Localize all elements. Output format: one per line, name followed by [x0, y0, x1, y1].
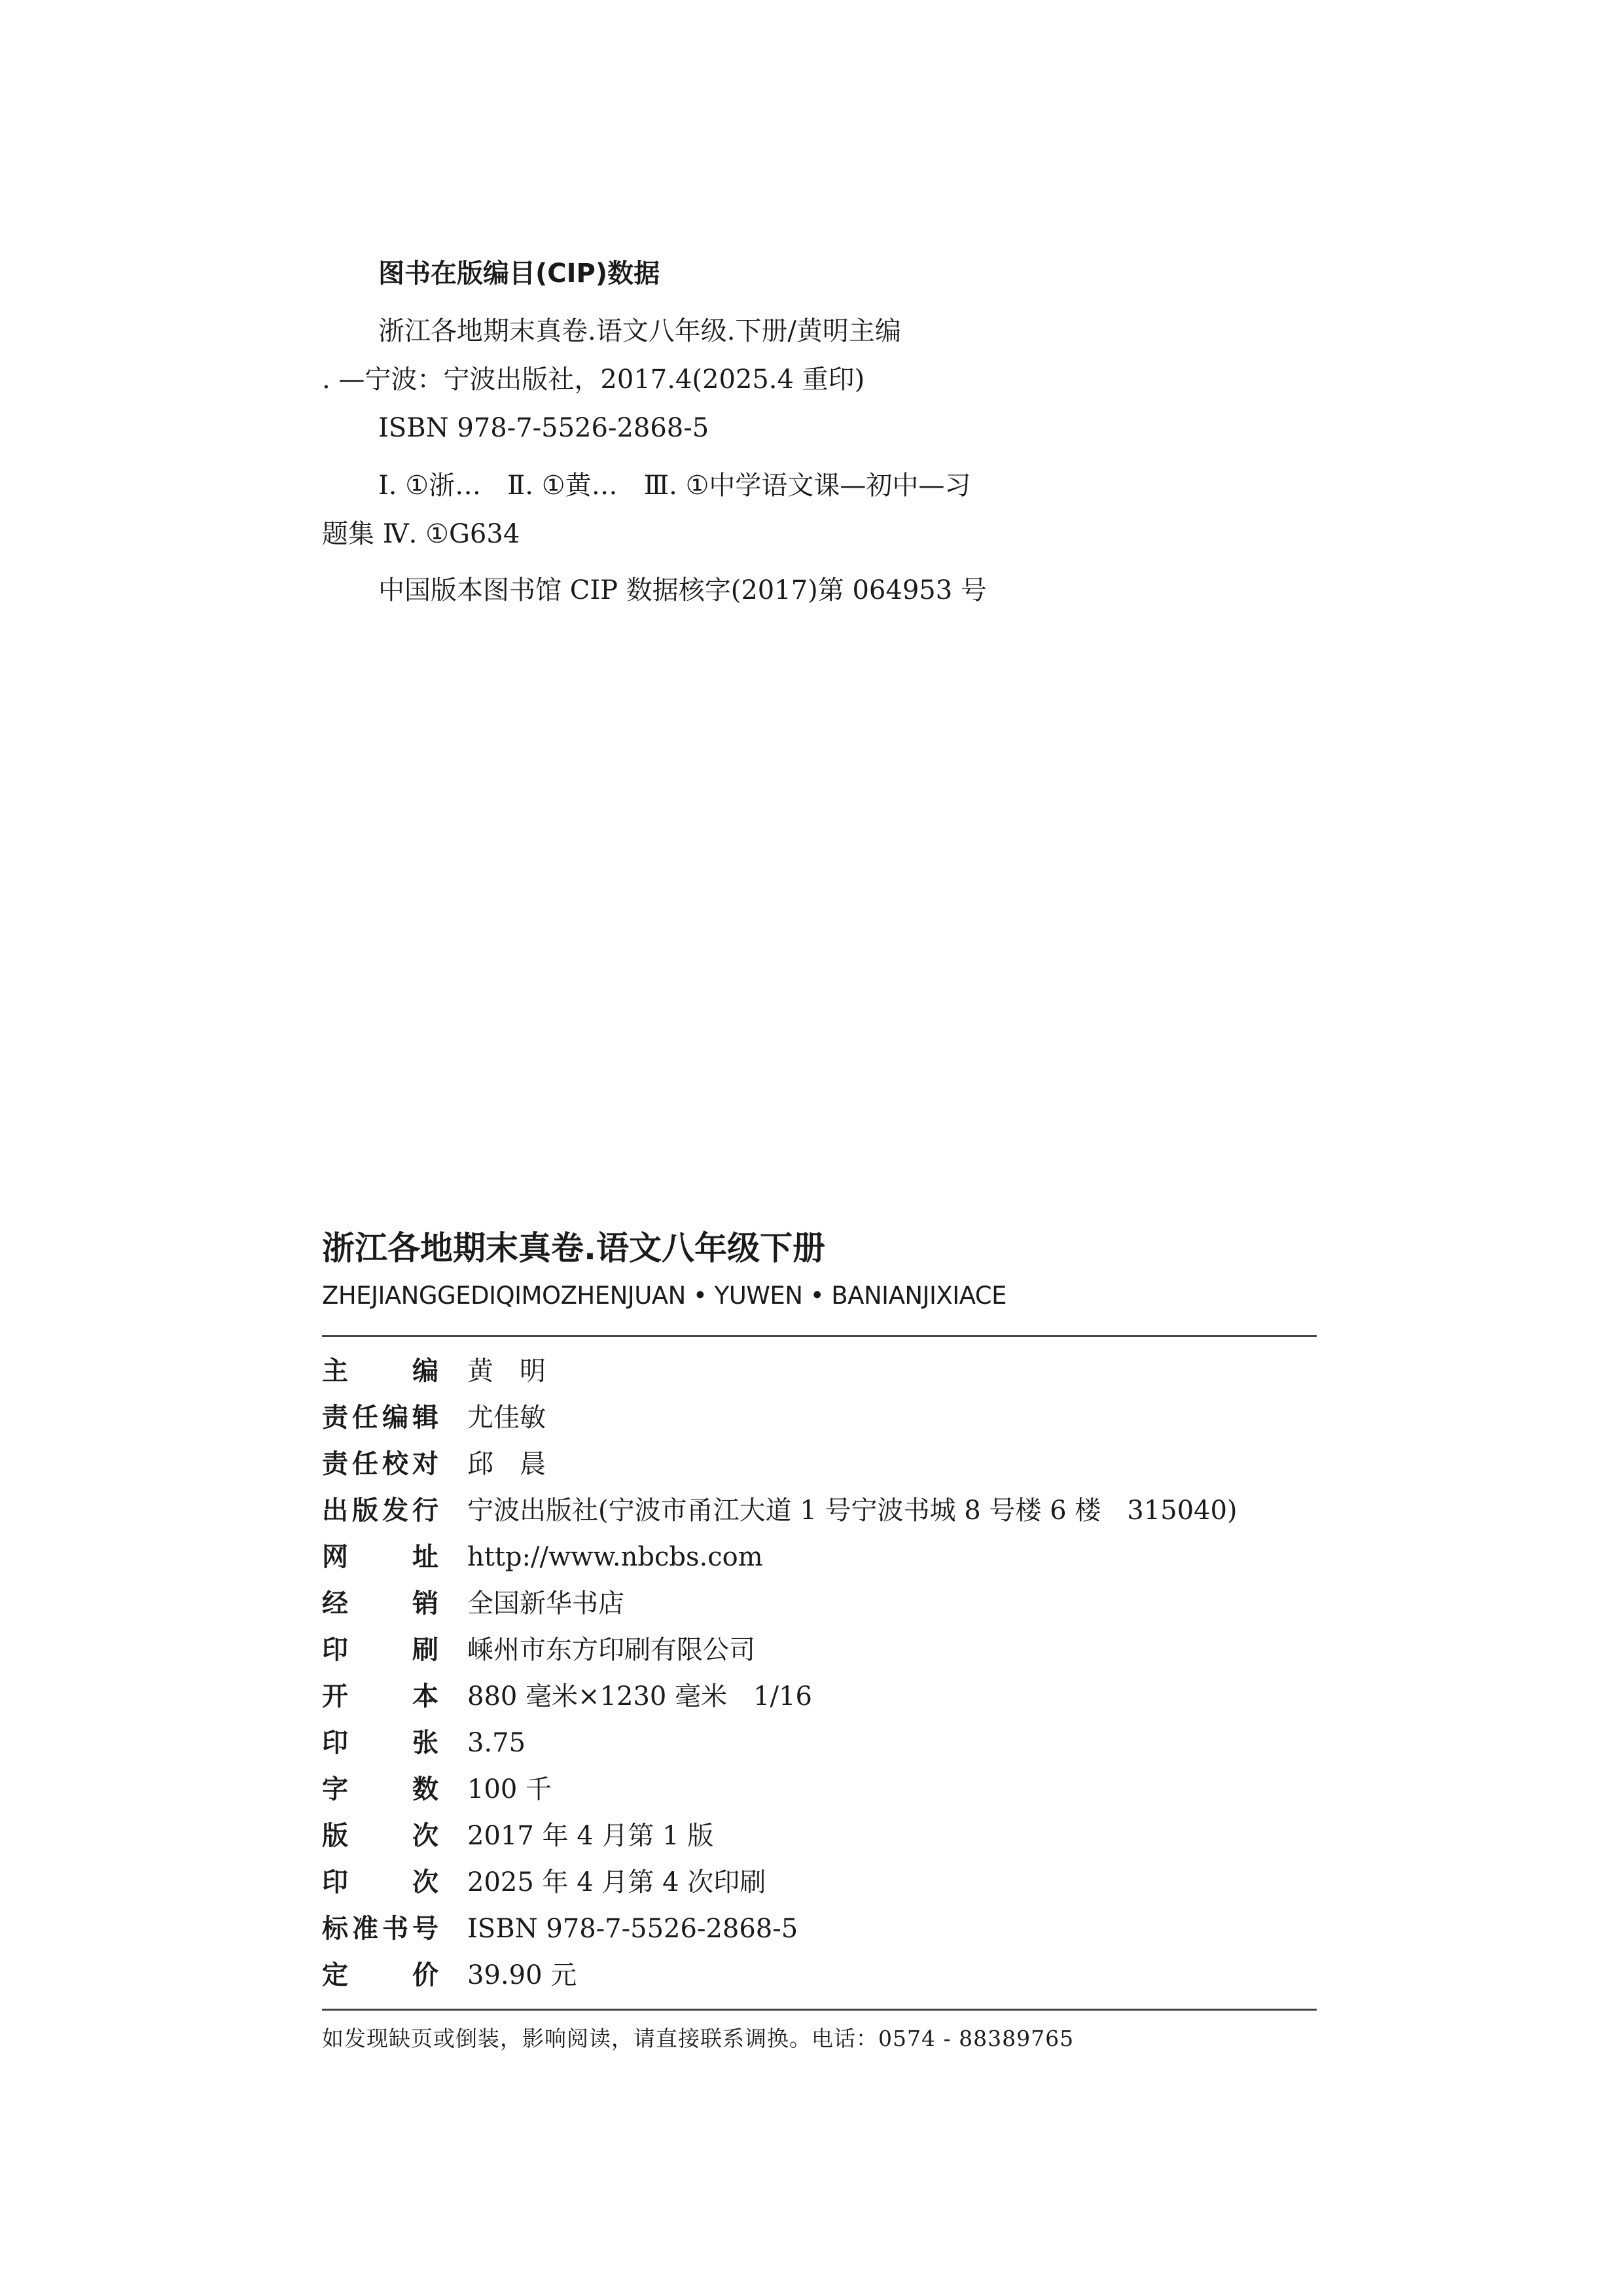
- info-label: 标准书号: [322, 1914, 438, 1944]
- info-value: 全国新华书店: [467, 1588, 624, 1619]
- info-label: 印张: [322, 1728, 438, 1758]
- info-label: 印刷: [322, 1635, 438, 1665]
- info-label: 开本: [322, 1681, 438, 1712]
- bottom-divider: [322, 2009, 1317, 2011]
- info-value: http://www.nbcbs.com: [467, 1542, 763, 1572]
- info-label: 经销: [322, 1588, 438, 1619]
- info-label: 网址: [322, 1542, 438, 1572]
- book-title: 浙江各地期末真卷.语文八年级下册: [322, 1229, 825, 1267]
- info-label: 定价: [322, 1960, 438, 1990]
- info-value: ISBN 978-7-5526-2868-5: [467, 1914, 798, 1944]
- info-value: 嵊州市东方印刷有限公司: [467, 1635, 755, 1665]
- cip-line-classification-cont: 题集 Ⅳ. ①G634: [322, 519, 520, 549]
- info-value: 宁波出版社(宁波市甬江大道 1 号宁波书城 8 号楼 6 楼 315040): [467, 1496, 1238, 1526]
- info-label: 责任编辑: [322, 1403, 438, 1433]
- info-value: 3.75: [467, 1728, 526, 1758]
- cip-heading: 图书在版编目(CIP)数据: [378, 259, 660, 289]
- info-value: 2025 年 4 月第 4 次印刷: [467, 1867, 766, 1897]
- cip-line-title: 浙江各地期末真卷.语文八年级.下册/黄明主编: [378, 316, 901, 346]
- info-value: 黄 明: [467, 1356, 546, 1386]
- cip-line-isbn: ISBN 978-7-5526-2868-5: [378, 413, 709, 443]
- info-value: 2017 年 4 月第 1 版: [467, 1821, 714, 1851]
- info-value: 880 毫米×1230 毫米 1/16: [467, 1681, 812, 1712]
- info-value: 39.90 元: [467, 1960, 577, 1990]
- cip-line-classification: Ⅰ. ①浙… Ⅱ. ①黄… Ⅲ. ①中学语文课—初中—习: [378, 471, 971, 501]
- top-divider: [322, 1335, 1317, 1337]
- cip-line-record-number: 中国版本图书馆 CIP 数据核字(2017)第 064953 号: [378, 575, 987, 605]
- info-value: 100 千: [467, 1774, 552, 1804]
- info-value: 邱 晨: [467, 1449, 546, 1479]
- cip-line-publisher: . —宁波：宁波出版社，2017.4(2025.4 重印): [322, 365, 865, 395]
- info-label: 字数: [322, 1774, 438, 1804]
- info-label: 出版发行: [322, 1496, 438, 1526]
- info-label: 印次: [322, 1867, 438, 1897]
- info-value: 尤佳敏: [467, 1403, 546, 1433]
- book-pinyin: ZHEJIANGGEDIQIMOZHENJUAN • YUWEN • BANIANJIXIACE: [322, 1282, 1007, 1310]
- footer-note: 如发现缺页或倒装，影响阅读，请直接联系调换。电话：0574 - 88389765: [322, 2026, 1075, 2051]
- info-label: 主编: [322, 1356, 438, 1386]
- info-label: 责任校对: [322, 1449, 438, 1479]
- info-label: 版次: [322, 1821, 438, 1851]
